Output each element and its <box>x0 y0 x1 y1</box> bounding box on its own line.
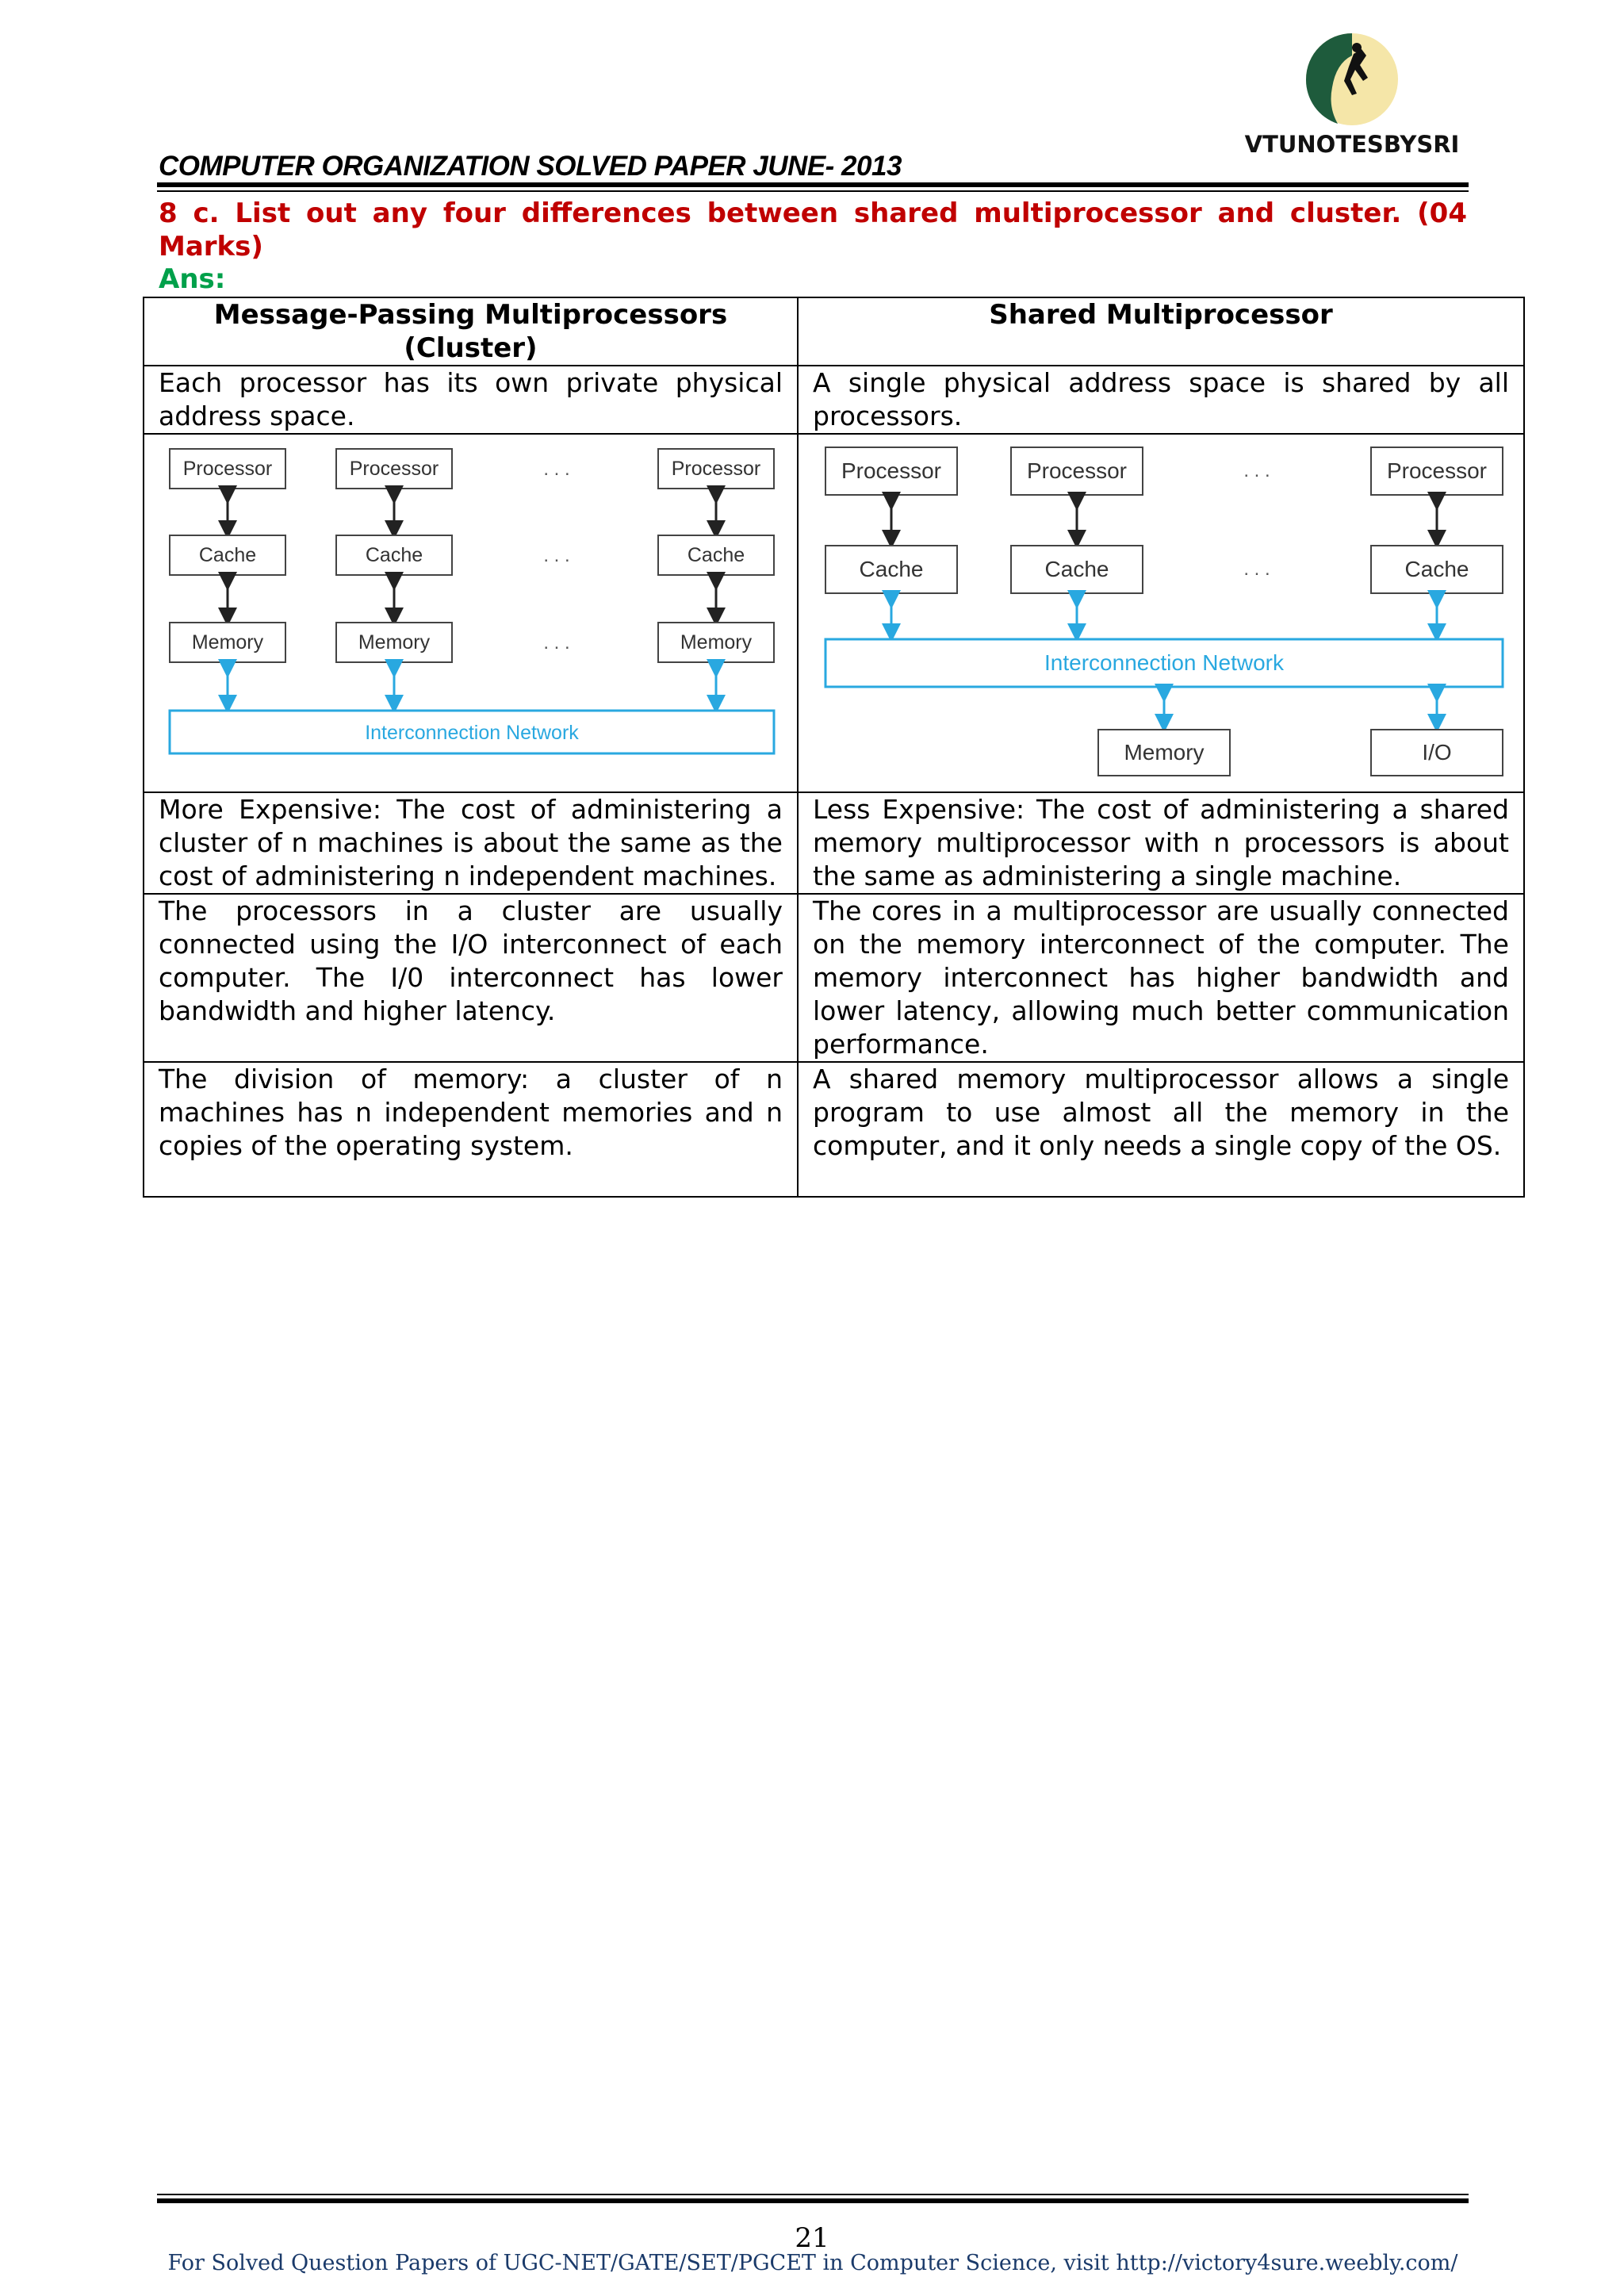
shared-diagram <box>799 435 1525 784</box>
footer-rule <box>157 2194 1469 2195</box>
table-header-row <box>144 297 1524 366</box>
cluster-node-1 <box>170 449 285 704</box>
question-text: 8 c. List out any four differences between shared multiprocessor and cluster. (04 Marks) <box>159 197 1467 263</box>
network-label: Interconnection Network <box>1044 650 1284 675</box>
cache-label: Cache <box>198 544 257 566</box>
memory-label: Memory <box>1124 740 1205 765</box>
table-row <box>144 792 1524 894</box>
processor-label: Processor <box>671 458 761 480</box>
table-row <box>144 1062 1524 1197</box>
answer-label: Ans: <box>159 263 226 295</box>
cell-cluster: The processors in a cluster are usually connected using the I/O interconnect of each computer. The I/0 interconnect has lower bandwidth and higher latency. <box>144 894 798 1062</box>
cell-shared: Less Expensive: The cost of administering a shared memory multiprocessor with n processors is about the same as administering a single machine. <box>798 792 1524 894</box>
processor-label: Processor <box>1386 458 1488 483</box>
logo-text: VTUNOTESBYSRI <box>1244 131 1460 158</box>
shared-node-n <box>1371 447 1503 633</box>
cell-cluster: More Expensive: The cost of administering a cluster of n machines is about the same as the cost of administering n independent machines. <box>144 792 798 894</box>
header-shared: Shared Multiprocessor <box>798 297 1524 366</box>
footer-rule-thick <box>157 2198 1469 2203</box>
header-rule <box>157 182 1469 187</box>
cache-label: Cache <box>1404 557 1469 581</box>
cluster-node-2 <box>336 449 452 704</box>
cell-cluster: The division of memory: a cluster of n machines has n independent memories and n copies of the operating system. <box>144 1062 798 1197</box>
cluster-diagram <box>144 435 799 784</box>
cell-shared: The cores in a multiprocessor are usually connected on the memory interconnect of the computer. The memory interconnect has higher bandwidth and lower latency, allowing much better communication performance. <box>798 894 1524 1062</box>
climber-logo-icon <box>1304 32 1400 127</box>
ellipsis: . . . <box>543 545 570 566</box>
comparison-table <box>143 297 1525 1198</box>
processor-label: Processor <box>182 458 273 480</box>
cache-label: Cache <box>1044 557 1109 581</box>
shared-node-1 <box>825 447 957 633</box>
footer-note: For Solved Question Papers of UGC-NET/GATE/SET/PGCET in Computer Science, visit http://victory4sure.weebly.com/ <box>167 2251 1458 2275</box>
diagram-row <box>144 434 1524 792</box>
cell-shared: A shared memory multiprocessor allows a single program to use almost all the memory in the computer, and it only needs a single copy of the OS. <box>798 1062 1524 1197</box>
cache-label: Cache <box>859 557 924 581</box>
table-row <box>144 366 1524 434</box>
header-rule-thin <box>157 190 1469 192</box>
shared-node-2 <box>1011 447 1143 633</box>
processor-label: Processor <box>841 458 942 483</box>
memory-label: Memory <box>680 631 753 654</box>
io-label: I/O <box>1422 740 1452 765</box>
cell-cluster: Each processor has its own private physical address space. <box>144 366 798 434</box>
ellipsis: . . . <box>1243 460 1270 481</box>
cluster-node-n <box>658 449 774 704</box>
cluster-diagram-cell <box>144 434 798 792</box>
page-number: 21 <box>795 2222 829 2254</box>
processor-label: Processor <box>1026 458 1128 483</box>
cache-label: Cache <box>365 544 423 566</box>
memory-label: Memory <box>358 631 431 654</box>
table-row <box>144 894 1524 1062</box>
ellipsis: . . . <box>543 458 570 480</box>
ellipsis: . . . <box>1243 558 1270 580</box>
processor-label: Processor <box>349 458 439 480</box>
cell-shared: A single physical address space is shared by all processors. <box>798 366 1524 434</box>
page-header-title: COMPUTER ORGANIZATION SOLVED PAPER JUNE- 2013 <box>159 151 902 182</box>
header-cluster: Message-Passing Multiprocessors (Cluster) <box>144 297 798 366</box>
shared-diagram-cell <box>798 434 1524 792</box>
cache-label: Cache <box>687 544 745 566</box>
ellipsis: . . . <box>543 632 570 654</box>
network-label: Interconnection Network <box>365 722 579 744</box>
memory-label: Memory <box>191 631 264 654</box>
